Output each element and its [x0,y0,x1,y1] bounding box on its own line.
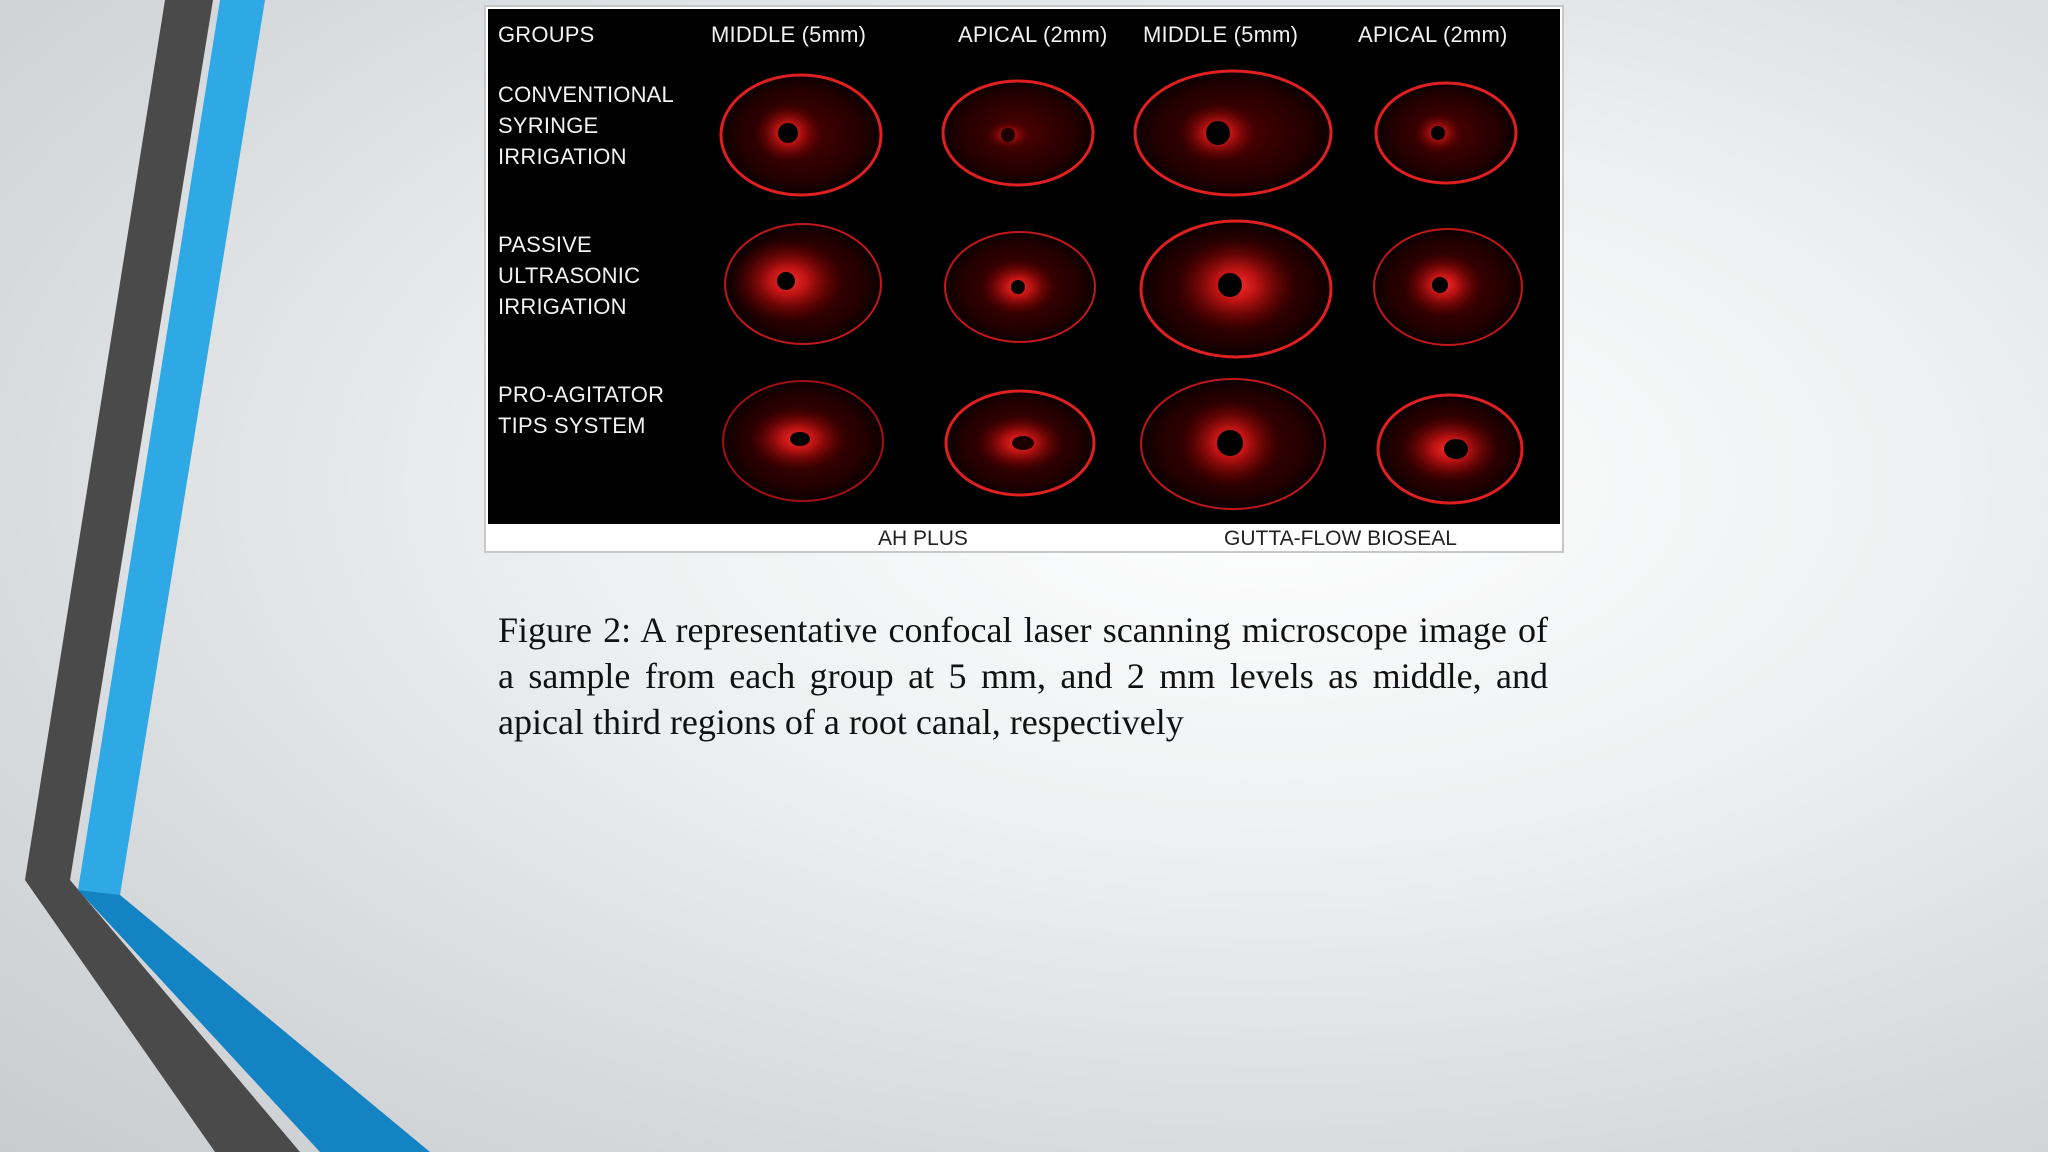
sample-row1-col4 [1376,83,1516,183]
row-label-line: CONVENTIONAL [498,82,674,107]
figure-image-panel [488,9,1560,524]
figure-caption: Figure 2: A representative confocal laser scanning microscope image of a sample from each group at 5 mm, and 2 mm levels as middle, and apical third regions of a root canal, respectively [498,610,1548,742]
column-header-middle-2: MIDDLE (5mm) [1143,22,1299,47]
sample-row2-col1 [725,224,881,344]
sample-row3-col2 [946,391,1094,495]
confocal-figure [484,5,1564,553]
confocal-samples [488,9,1560,524]
sealer-label-gutta-flow: GUTTA-FLOW BIOSEAL [1224,527,1457,550]
sample-row3-col4 [1378,395,1522,503]
sample-row1-col3 [1135,71,1331,195]
column-header-middle-1: MIDDLE (5mm) [711,22,867,47]
row-label-line: PRO-AGITATOR [498,382,665,407]
sample-row3-col3 [1141,379,1325,509]
sealer-label-ah-plus: AH PLUS [878,527,968,550]
sample-row3-col1 [723,381,883,501]
sample-row1-col1 [721,75,881,195]
row-label-line: ULTRASONIC [498,263,641,288]
sample-row2-col2 [945,232,1095,342]
row-label-line: IRRIGATION [498,144,627,169]
row-label-line: SYRINGE [498,113,599,138]
row-label-line: IRRIGATION [498,294,627,319]
sample-row2-col3 [1141,221,1331,357]
sample-row1-col2 [943,81,1093,185]
sample-row2-col4 [1374,229,1522,345]
row-label-line: TIPS SYSTEM [498,413,646,438]
column-header-apical-1: APICAL (2mm) [958,22,1108,47]
groups-header: GROUPS [498,22,595,47]
row-label-line: PASSIVE [498,232,592,257]
column-header-apical-2: APICAL (2mm) [1358,22,1508,47]
